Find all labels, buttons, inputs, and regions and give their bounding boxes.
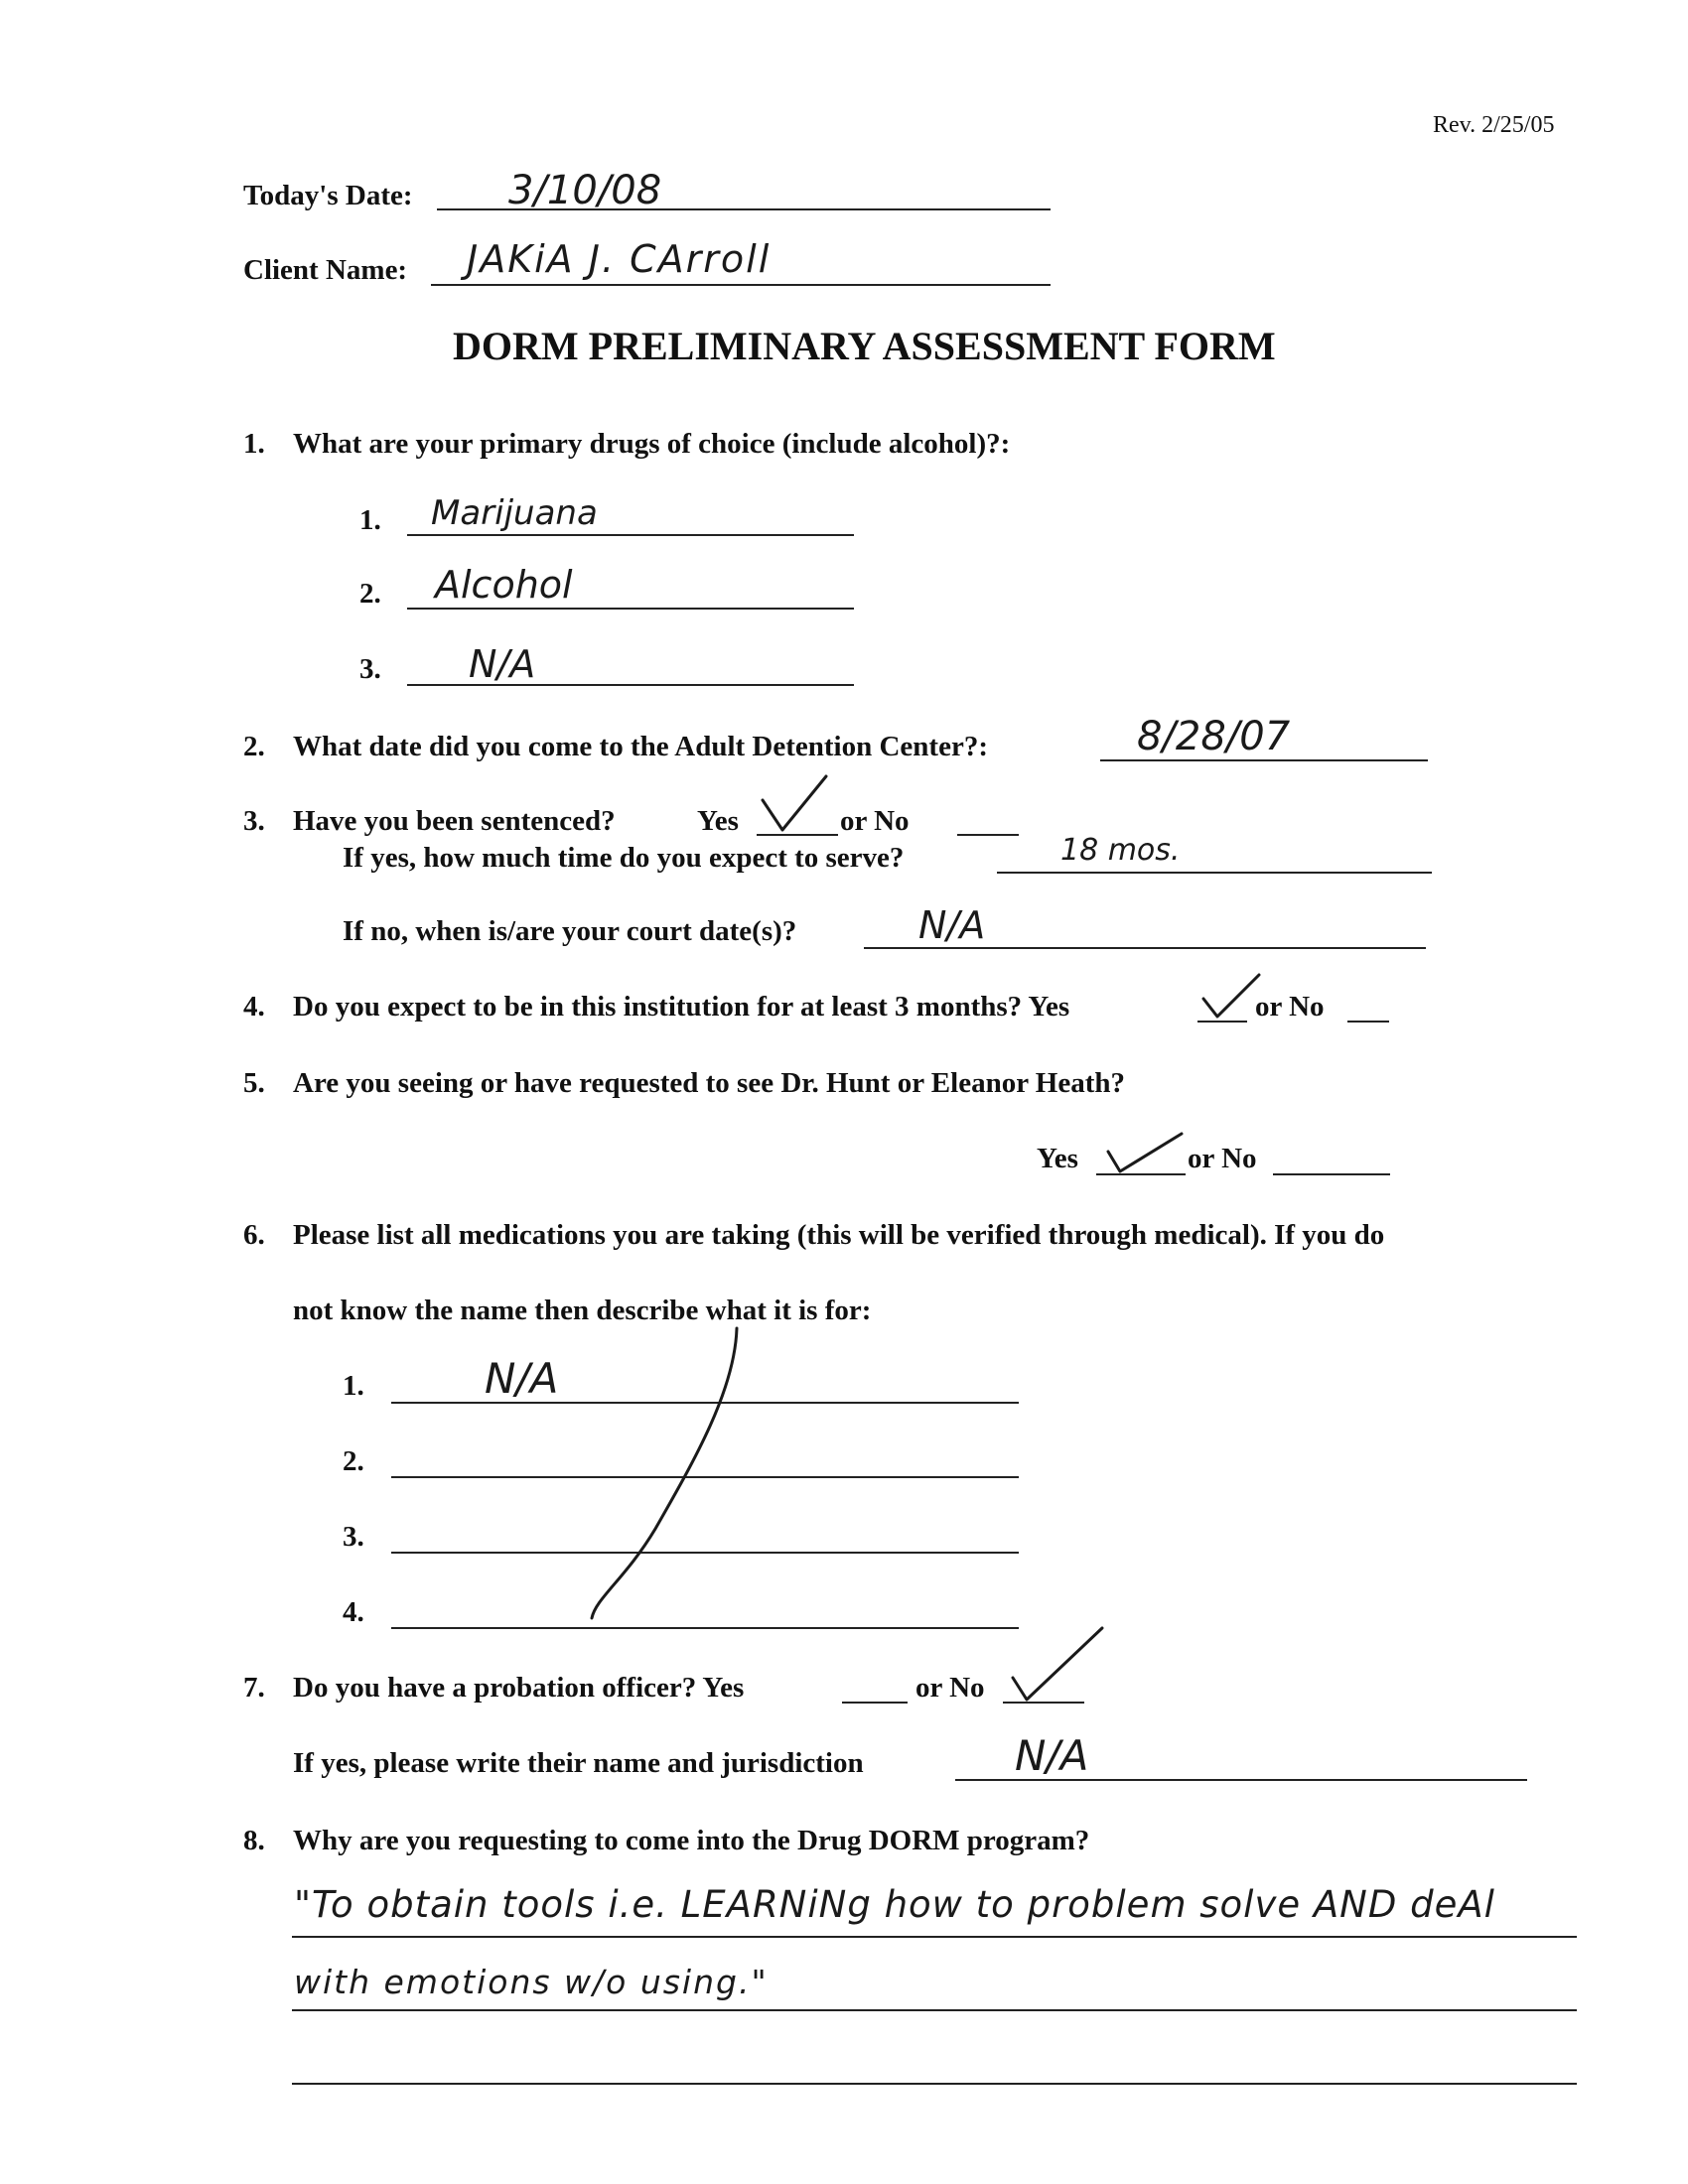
q6-strike-through-stroke (592, 1328, 737, 1618)
q1-item-number: 2. (359, 578, 381, 610)
q6-number: 6. (243, 1219, 265, 1251)
q1-item-value: Alcohol (435, 563, 573, 607)
client-name-value: JAKiA J. CArroll (467, 237, 772, 281)
q6-text-line1: Please list all medications you are taking (this will be verified through medical). If you do (293, 1219, 1385, 1251)
q2-text: What date did you come to the Adult Detention Center?: (293, 731, 988, 762)
q4-text: Do you expect to be in this institution for at least 3 months? Yes (293, 991, 1070, 1023)
q5-text: Are you seeing or have requested to see Dr. Hunt or Eleanor Heath? (293, 1067, 1126, 1099)
q4-yes-check-icon (1203, 975, 1259, 1017)
q2-number: 2. (243, 731, 265, 762)
q1-item-value: Marijuana (431, 493, 598, 533)
q8-answer-text: "To obtain tools i.e. LEARNiNg how to problem solve AND deAl (294, 1883, 1495, 1926)
q6-item-number: 3. (343, 1521, 364, 1553)
todays-date-label: Today's Date: (243, 180, 413, 211)
q1-item-number: 1. (359, 504, 381, 536)
q8-answer-text: with emotions w/o using." (294, 1963, 769, 2001)
q1-item-value: N/A (469, 642, 536, 686)
q8-text: Why are you requesting to come into the Drug DORM program? (293, 1825, 1090, 1856)
q2-value: 8/28/07 (1137, 714, 1291, 759)
q5-number: 5. (243, 1067, 265, 1099)
q1-text: What are your primary drugs of choice (include alcohol)?: (293, 428, 1011, 460)
q3-sub1-value: 18 mos. (1060, 833, 1181, 868)
q1-item-number: 3. (359, 653, 381, 685)
q6-text-line2: not know the name then describe what it is for: (293, 1295, 872, 1326)
q7-number: 7. (243, 1672, 265, 1704)
client-name-label: Client Name: (243, 254, 408, 286)
q1-number: 1. (243, 428, 265, 460)
q4-number: 4. (243, 991, 265, 1023)
q5-yes-label: Yes (1037, 1143, 1078, 1174)
todays-date-value: 3/10/08 (508, 168, 662, 213)
q7-text: Do you have a probation officer? Yes (293, 1672, 745, 1704)
q7-sub-text: If yes, please write their name and jurisdiction (293, 1747, 864, 1779)
q5-no-label: or No (1188, 1143, 1257, 1174)
q6-item-number: 2. (343, 1445, 364, 1477)
q7-no-check-icon (1013, 1628, 1102, 1700)
q3-yes-label: Yes (697, 805, 739, 837)
q6-item-value: N/A (485, 1354, 559, 1403)
q3-no-label: or No (840, 805, 910, 837)
q4-no-label: or No (1255, 991, 1325, 1023)
q3-text: Have you been sentenced? (293, 805, 616, 837)
revision-label: Rev. 2/25/05 (1433, 112, 1555, 138)
q5-yes-check-icon (1108, 1134, 1182, 1171)
form-title: DORM PRELIMINARY ASSESSMENT FORM (453, 324, 1276, 368)
q8-number: 8. (243, 1825, 265, 1856)
q3-sub2-value: N/A (918, 903, 986, 947)
q3-yes-check-icon (763, 776, 826, 830)
q6-item-number: 1. (343, 1370, 364, 1402)
q3-sub1-text: If yes, how much time do you expect to serve? (343, 842, 905, 874)
q3-number: 3. (243, 805, 265, 837)
q7-sub-value: N/A (1015, 1731, 1089, 1780)
q7-no-label: or No (915, 1672, 985, 1704)
q3-sub2-text: If no, when is/are your court date(s)? (343, 915, 797, 947)
q6-item-number: 4. (343, 1596, 364, 1628)
